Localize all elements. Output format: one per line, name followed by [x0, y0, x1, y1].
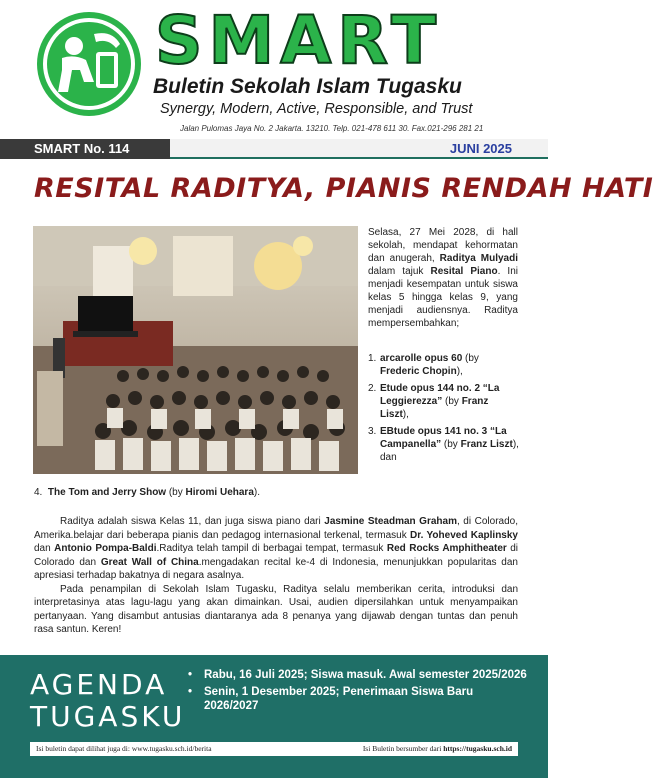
agenda-title — [30, 669, 185, 733]
intro-text: . Ini menjadi kesempatan untuk siswa kelas 5 hingga kelas 9, yang menjadi audiensnya. Raditya mempersembahkan; — [368, 266, 518, 329]
event-name: Resital Piano — [430, 266, 498, 277]
agenda-item — [188, 668, 528, 682]
body-text: Raditya adalah siswa Kelas 11, dan juga siswa piano dari — [60, 516, 325, 527]
divider — [170, 157, 548, 159]
issue-bar — [0, 139, 548, 159]
footer — [0, 738, 548, 778]
piece-by: (by — [166, 487, 186, 498]
list-number: 2. — [368, 383, 377, 394]
piece-title: Etude opus 144 no. 2 “La Leggierezza” — [380, 383, 500, 407]
composer-name: Hiromi Uehara — [185, 487, 254, 498]
agenda-item — [188, 685, 528, 713]
article-headline: RESITAL RADITYA, PIANIS RENDAH HATI — [34, 173, 653, 204]
body-text: .Raditya telah tampil di berbagai tempat, termasuk — [156, 543, 387, 554]
list-number: 4. — [34, 487, 43, 498]
piece-title: The Tom and Jerry Show — [47, 487, 167, 498]
venue-name: Great Wall of China — [100, 556, 199, 568]
body-text: di Colorado dan — [34, 543, 519, 568]
recital-photo — [33, 226, 358, 474]
piece-by: ), — [402, 409, 409, 420]
list-item — [368, 425, 520, 464]
footer-website-note: Isi buletin dapat dilihat juga di: www.tugasku.sch.id/berita — [36, 744, 212, 753]
agenda-title-line: AGENDA — [30, 668, 168, 701]
program-list — [368, 352, 520, 468]
piece-by: ), — [456, 366, 463, 377]
issue-number-box — [0, 139, 170, 159]
bullet-icon: • — [188, 686, 193, 698]
body-paragraph: Pada penampilan di Sekolah Islam Tugasku, Raditya selalu memberikan cerita, introduksi dan interpretasinya atas lagu-lagu yang akan dimainkan. Usai, audien dipersilahkan untuk menyampaikan pertanyaan. Yang disambut antusias diantaranya ada 8 penanya yang dijawab dengan tuntas dan penuh rasa santun. Keren! — [34, 583, 518, 635]
list-item — [368, 382, 520, 421]
issue-date: JUNI 2025 — [449, 141, 512, 156]
piece-by: (by — [442, 396, 462, 407]
venue-name: Red Rocks Amphitheater — [386, 543, 507, 554]
footer-source-text: Isi Buletin bersumber dari — [362, 744, 444, 753]
performer-name: Raditya Mulyadi — [439, 253, 518, 264]
piece-by: ). — [253, 487, 260, 498]
composer-name: Franz Liszt — [460, 439, 513, 450]
body-text: , di Colorado, Amerika.belajar dari beberapa pianis dan pedagog internasional terkenal, termasuk — [34, 516, 518, 541]
intro-text: dalam tajuk — [368, 266, 431, 277]
footer-source-note — [363, 744, 512, 753]
body-text: dan — [34, 543, 55, 554]
brand-wordmark — [155, 2, 525, 79]
teacher-name: Antonio Pompa-Baldi — [54, 543, 157, 554]
footer-source-link[interactable]: https://tugasku.sch.id — [443, 744, 512, 753]
piece-by: (by — [462, 353, 479, 364]
piece-title: EBtude opus 141 no. 3 “La Campanella” — [380, 426, 507, 450]
agenda-title-line: TUGASKU — [30, 700, 186, 733]
piece-by: ), dan — [380, 439, 519, 463]
article-intro — [368, 226, 518, 330]
teacher-name: Dr. Yoheved Kaplinsky — [410, 529, 518, 541]
composer-name: Franz Liszt — [380, 396, 489, 420]
body-paragraph — [34, 515, 518, 583]
list-item — [34, 487, 260, 498]
intro-text: Selasa, 27 Mei 2028, di hall sekolah, mendapat kehormatan dan anugerah, — [368, 227, 518, 264]
teacher-name: Jasmine Steadman Graham — [324, 516, 457, 527]
piece-title: arcarolle opus 60 — [380, 353, 463, 364]
agenda-item-text: Rabu, 16 Juli 2025; Siswa masuk. Awal semester 2025/2026 — [204, 669, 527, 681]
agenda-list — [188, 668, 528, 716]
piece-by: (by — [441, 439, 461, 450]
article-body — [34, 515, 518, 637]
masthead — [0, 0, 548, 137]
list-number: 3. — [368, 426, 377, 437]
composer-name: Frederic Chopin — [380, 366, 457, 377]
values-line: Synergy, Modern, Active, Responsible, and Trust — [160, 101, 473, 117]
body-text: .mengadakan recital ke-4 di Indonesia, menunjukkan popularitas dan apresiasi terhadap bakatnya di negara asalnya. — [34, 556, 518, 581]
issue-number: SMART No. 114 — [34, 141, 130, 156]
tagline: Buletin Sekolah Islam Tugasku — [153, 75, 462, 98]
address-line: Jalan Pulomas Jaya No. 2 Jakarta. 13210. Telp. 021-478 611 30. Fax.021-296 281 21 — [180, 124, 484, 133]
agenda-item-text: Senin, 1 Desember 2025; Penerimaan Siswa Baru 2026/2027 — [204, 686, 474, 712]
intro-paragraph — [368, 226, 518, 330]
bullet-icon: • — [188, 669, 193, 681]
list-number: 1. — [368, 353, 377, 364]
smart-logo-icon — [34, 8, 144, 120]
list-item — [368, 352, 520, 378]
footer-band — [30, 742, 518, 756]
brand-title: SMART — [155, 2, 443, 79]
